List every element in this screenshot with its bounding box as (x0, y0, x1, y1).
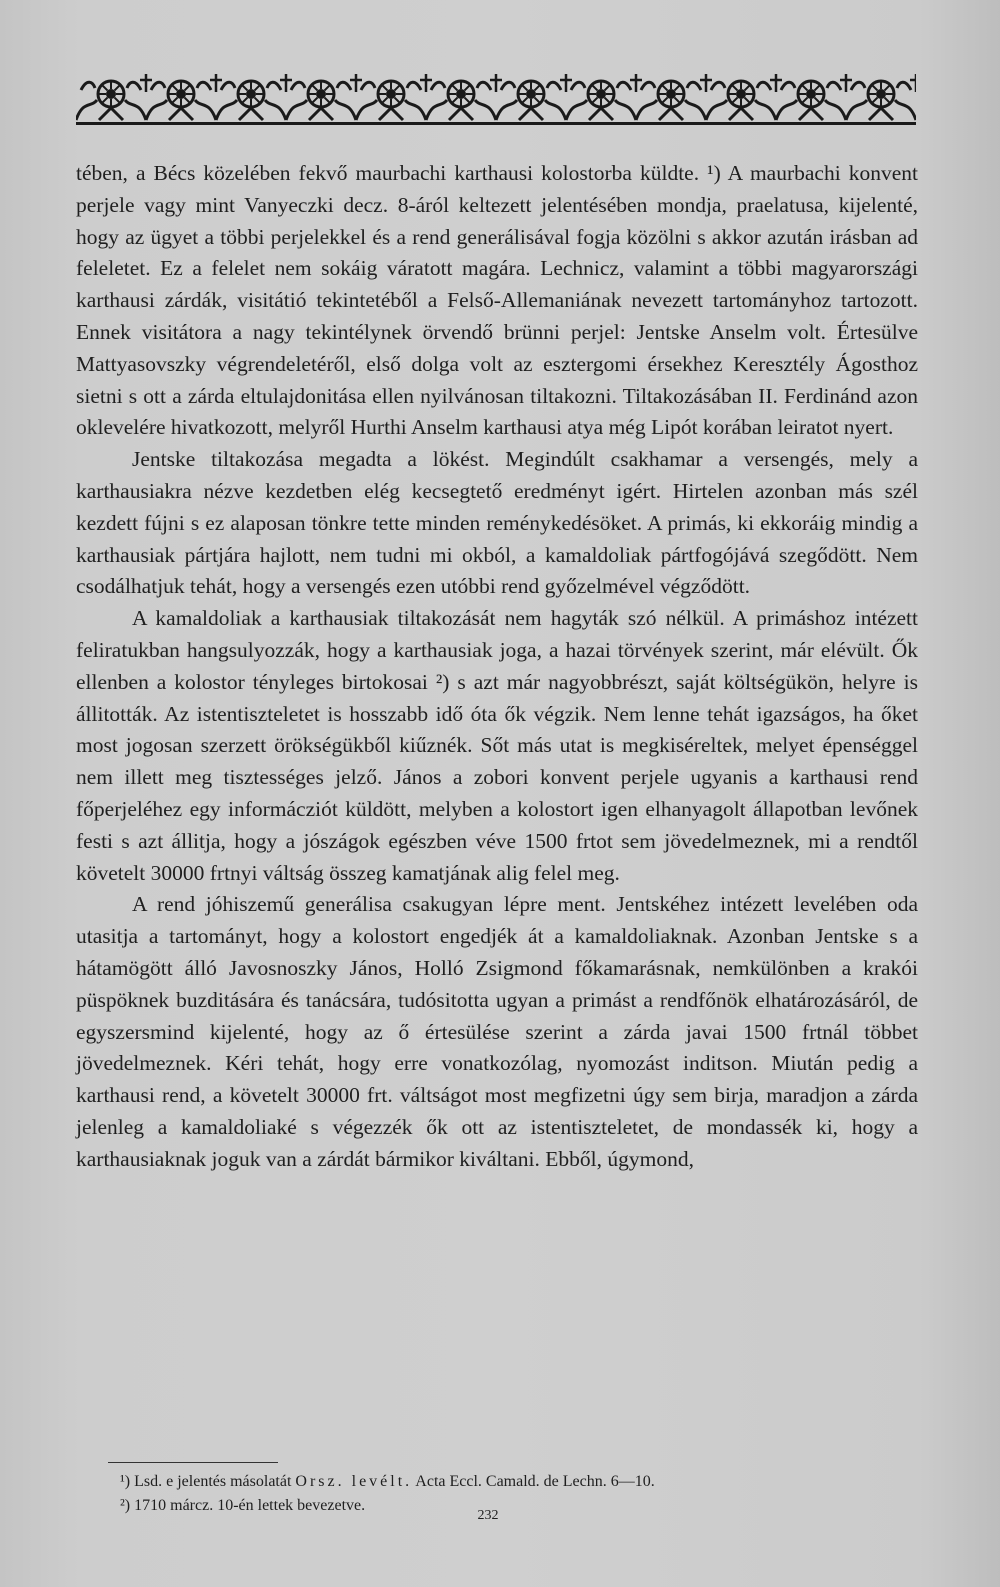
paragraph-1 (76, 158, 918, 444)
paragraph-text: Jentske tiltakozása megadta a lökést. Megindúlt csakhamar a versengés, mely a karthausiakra nézve kezdetben elég kecsegtető eredményt igért. Hirtelen azonban más szél kezdett fújni s ez alaposan tönkre tette minden reménykedésöket. A primás, ki ekkoráig mindig a karthausiak pártjára hajlott, nem tudni mi okból, a kamaldoliak pártfogójává szegődött. Nem csodálhatjuk tehát, hogy a versengés ezen utóbbi rend győzelmével végződött. (76, 447, 918, 599)
paragraph-4 (76, 889, 918, 1175)
footnote-source: Orsz. levélt. (295, 1473, 413, 1490)
paragraph-text: A rend jóhiszemű generálisa csakugyan lépre ment. Jentskéhez intézett levelében oda utasitja a tartományt, hogy a kolostort engedjék át a kamaldoliaknak. Azonban Jentske s a hátamögött álló Javosnoszky János, Holló Zsigmond főkamarásnak, nemkülönben a krakói püspöknek buzditására és tanácsára, tudósitotta ugyan a primást a rendfőnök elhatározásáról, de egyszersmind kijelenté, hogy az ő értesülése szerint a zárda javai 1500 frtnál többet jövedelmeznek. Kéri tehát, hogy erre vonatkozólag, nyomozást inditson. Miután pedig a karthausi rend, a követelt 30000 frt. váltságot most megfizetni úgy sem birja, maradjon a zárda jelenleg a kamaldoliaké s végezzék ők ott az istentiszteletet, de mondassék ki, hogy a karthausiaknak joguk van a zárdát bármikor kiváltani. Ebből, úgymond, (76, 892, 918, 1171)
ornament-flower (496, 74, 572, 120)
paragraph-2 (76, 444, 918, 603)
ornament-flower (426, 74, 502, 120)
paragraph-3 (76, 603, 918, 889)
ornament-flower (286, 74, 362, 120)
ornament-flower (566, 74, 642, 120)
ornament-flower (76, 74, 152, 120)
ornament-flower (216, 74, 292, 120)
footnote-text: Lsd. e jelentés másolatát (134, 1473, 292, 1490)
ornament-flower (636, 74, 712, 120)
page-number: 232 (477, 1508, 499, 1523)
footnote-mark: ¹) (120, 1473, 131, 1490)
body-text (76, 158, 918, 1176)
floral-frieze-ornament-icon (76, 70, 916, 130)
ornament-flower (846, 74, 916, 120)
footnote-1 (120, 1470, 920, 1494)
ornament-flower (356, 74, 432, 120)
ornament-flower (776, 74, 852, 120)
paragraph-text: tében, a Bécs közelében fekvő maurbachi karthausi kolostorba küldte. ¹) A maurbachi konvent perjele vagy mint Vanyeczki decz. 8-áról keltezett jelentésében mondja, praelatusa, kijelenté, hogy az ügyet a többi perjelekkel és a rend generálisával fogja közölni s akkor azután irásban ad feleletet. Ez a felelet nem sokáig váratott magára. Lechnicz, valamint a többi magyarországi karthausi zárdák, visitátió tekintetéből a Felső-Allemaniának nevezett tartományhoz tartozott. Ennek visitátora a nagy tekintélynek örvendő brünni perjel: Jentske Anselm volt. Értesülve Mattyasovszky végrendeletéről, első dolga volt az esztergomi érsekhez Keresztély Ágosthoz sietni s ott a zárda eltulajdonitása ellen nyilvánosan tiltakozni. Tiltakozásában II. Ferdinánd azon oklevelére hivatkozott, melyről Hurthi Anselm karthausi atya még Lipót korában leiratot nyert. (76, 161, 918, 440)
paragraph-text: A kamaldoliak a karthausiak tiltakozását nem hagyták szó nélkül. A primáshoz intézett feliratukban hangsulyozzák, hogy a karthausiak joga, a hazai törvények szerint, már elévült. Ők ellenben a kolostor tényleges birtokosai ²) s azt már nagyobbrészt, saját költségükön, helyre is állitották. Az istentiszteletet is hosszabb idő óta ők végzik. Nem lenne tehát igazságos, ha őket most jogosan szerzett örökségükből kiűznék. Sőt más utat is megkiséreltek, melyet épenséggel nem illett meg tisztességes jelző. János a zobori konvent perjele ugyanis a karthausi rend főperjeléhez egy informácziót küldött, melyben a kolostort igen elhanyagolt állapotban levőnek festi s azt állitja, hogy a jószágok egészben véve 1500 frtot sem jövedelmeznek, mi a rendtől követelt 30000 frtnyi váltság összeg kamatjának alig felel meg. (76, 606, 918, 885)
footnote-text-end: Acta Eccl. Camald. de Lechn. 6—10. (415, 1473, 655, 1490)
footnote-divider (108, 1462, 278, 1463)
ornament-flower (146, 74, 222, 120)
footnote-text: 1710 márcz. 10-én lettek bevezetve. (134, 1497, 366, 1514)
ornament-flower (706, 74, 782, 120)
footnote-mark: ²) (120, 1497, 131, 1514)
